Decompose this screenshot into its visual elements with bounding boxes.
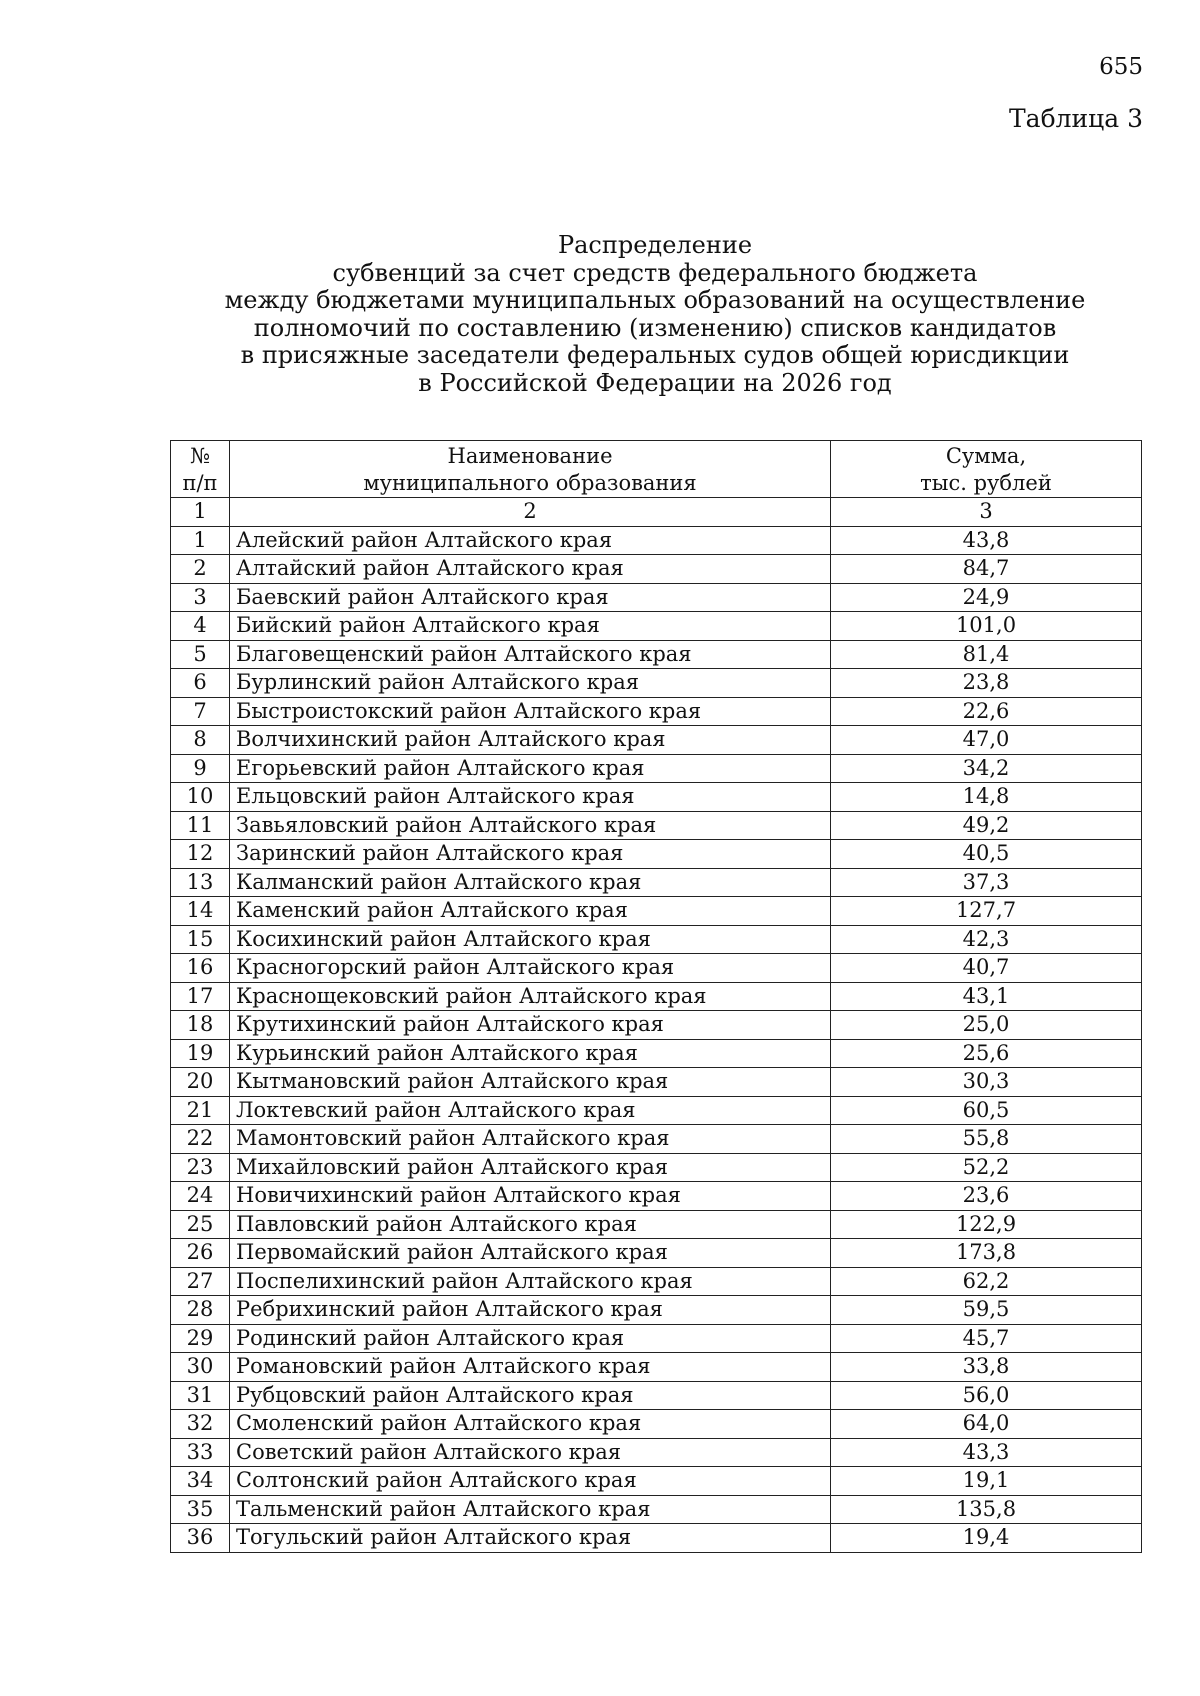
row-name-cell: Романовский район Алтайского края <box>230 1353 831 1382</box>
row-sum-cell: 24,9 <box>831 583 1142 612</box>
row-number-cell: 13 <box>171 868 230 897</box>
row-sum-cell: 135,8 <box>831 1495 1142 1524</box>
row-name-cell: Тогульский район Алтайского края <box>230 1524 831 1553</box>
row-number-cell: 33 <box>171 1438 230 1467</box>
row-number-cell: 21 <box>171 1096 230 1125</box>
table-row <box>171 1467 1142 1496</box>
row-number-cell: 15 <box>171 925 230 954</box>
row-name-cell: Алтайский район Алтайского края <box>230 555 831 584</box>
table-header <box>171 441 1142 498</box>
row-name-cell: Краснощековский район Алтайского края <box>230 982 831 1011</box>
header-name <box>230 441 831 471</box>
row-number-cell: 8 <box>171 726 230 755</box>
title-line: между бюджетами муниципальных образований на осуществление <box>224 286 1086 314</box>
title-line: полномочий по составлению (изменению) списков кандидатов <box>253 313 1057 342</box>
page-number: 655 <box>1099 54 1143 80</box>
row-name-cell: Первомайский район Алтайского края <box>230 1239 831 1268</box>
row-number-cell: 20 <box>171 1068 230 1097</box>
row-name-cell: Советский район Алтайского края <box>230 1438 831 1467</box>
row-number-cell: 23 <box>171 1153 230 1182</box>
row-sum-cell: 56,0 <box>831 1381 1142 1410</box>
title-line: Распределение <box>557 231 753 259</box>
table-row <box>171 526 1142 555</box>
row-name-cell: Рубцовский район Алтайского края <box>230 1381 831 1410</box>
row-name-cell: Ельцовский район Алтайского края <box>230 783 831 812</box>
header-num-line1: № <box>190 444 210 468</box>
row-number-cell: 5 <box>171 640 230 669</box>
table-row <box>171 726 1142 755</box>
row-number-cell: 30 <box>171 1353 230 1382</box>
row-sum-cell: 43,1 <box>831 982 1142 1011</box>
row-name-cell: Курьинский район Алтайского края <box>230 1039 831 1068</box>
row-number-cell: 17 <box>171 982 230 1011</box>
row-name-cell: Михайловский район Алтайского края <box>230 1153 831 1182</box>
row-name-cell: Бурлинский район Алтайского края <box>230 669 831 698</box>
row-sum-cell: 33,8 <box>831 1353 1142 1382</box>
row-number-cell: 2 <box>171 555 230 584</box>
table-row <box>171 1324 1142 1353</box>
row-name-cell: Тальменский район Алтайского края <box>230 1495 831 1524</box>
row-number-cell: 19 <box>171 1039 230 1068</box>
table-row <box>171 840 1142 869</box>
row-name-cell: Мамонтовский район Алтайского края <box>230 1125 831 1154</box>
row-sum-cell: 101,0 <box>831 612 1142 641</box>
row-number-cell: 22 <box>171 1125 230 1154</box>
title-line: в присяжные заседатели федеральных судов общей юрисдикции <box>240 341 1070 369</box>
table-row <box>171 1153 1142 1182</box>
row-sum-cell: 40,5 <box>831 840 1142 869</box>
title-line: субвенций за счет средств федерального бюджета <box>332 258 978 287</box>
row-sum-cell: 59,5 <box>831 1296 1142 1325</box>
table-row <box>171 1495 1142 1524</box>
row-name-cell: Красногорский район Алтайского края <box>230 954 831 983</box>
row-number-cell: 6 <box>171 669 230 698</box>
table-row <box>171 697 1142 726</box>
row-number-cell: 27 <box>171 1267 230 1296</box>
row-number-cell: 36 <box>171 1524 230 1553</box>
row-number-cell: 29 <box>171 1324 230 1353</box>
table-body <box>171 498 1142 1553</box>
row-number-cell: 4 <box>171 612 230 641</box>
header-sum-line2: тыс. рублей <box>920 471 1052 495</box>
row-name-cell: Егорьевский район Алтайского края <box>230 754 831 783</box>
row-name-cell: Поспелихинский район Алтайского края <box>230 1267 831 1296</box>
table-row <box>171 1182 1142 1211</box>
row-name-cell: Родинский район Алтайского края <box>230 1324 831 1353</box>
row-sum-cell: 23,6 <box>831 1182 1142 1211</box>
table-row <box>171 783 1142 812</box>
row-sum-cell: 127,7 <box>831 897 1142 926</box>
row-number-cell: 24 <box>171 1182 230 1211</box>
row-name-cell: Алейский район Алтайского края <box>230 526 831 555</box>
table-row <box>171 1296 1142 1325</box>
header-num-line2: п/п <box>182 471 218 495</box>
row-number-cell: 10 <box>171 783 230 812</box>
row-name-cell: Новичихинский район Алтайского края <box>230 1182 831 1211</box>
document-title <box>170 232 1140 397</box>
table-row <box>171 1410 1142 1439</box>
row-sum-cell: 55,8 <box>831 1125 1142 1154</box>
title-line: в Российской Федерации на 2026 год <box>418 368 892 397</box>
table-row <box>171 954 1142 983</box>
row-number-cell: 11 <box>171 811 230 840</box>
row-sum-cell: 43,3 <box>831 1438 1142 1467</box>
row-sum-cell: 37,3 <box>831 868 1142 897</box>
row-number-cell: 28 <box>171 1296 230 1325</box>
row-sum-cell: 25,6 <box>831 1039 1142 1068</box>
table-row <box>171 1438 1142 1467</box>
row-sum-cell: 52,2 <box>831 1153 1142 1182</box>
row-number-cell: 7 <box>171 697 230 726</box>
row-sum-cell: 43,8 <box>831 526 1142 555</box>
table-row <box>171 1096 1142 1125</box>
row-name-cell: Кытмановский район Алтайского края <box>230 1068 831 1097</box>
row-sum-cell: 81,4 <box>831 640 1142 669</box>
row-name-cell: Бийский район Алтайского края <box>230 612 831 641</box>
row-name-cell: Косихинский район Алтайского края <box>230 925 831 954</box>
table-row <box>171 868 1142 897</box>
row-name-cell: Каменский район Алтайского края <box>230 897 831 926</box>
row-name-cell: Заринский район Алтайского края <box>230 840 831 869</box>
row-number-cell: 31 <box>171 1381 230 1410</box>
table-row <box>171 897 1142 926</box>
table-row <box>171 1039 1142 1068</box>
row-name-cell: Павловский район Алтайского края <box>230 1210 831 1239</box>
column-number: 2 <box>230 498 831 527</box>
row-sum-cell: 64,0 <box>831 1410 1142 1439</box>
row-number-cell: 1 <box>171 526 230 555</box>
row-sum-cell: 23,8 <box>831 669 1142 698</box>
row-sum-cell: 45,7 <box>831 1324 1142 1353</box>
table-row <box>171 1239 1142 1268</box>
header-name-line2: муниципального образования <box>363 471 697 495</box>
row-number-cell: 18 <box>171 1011 230 1040</box>
row-number-cell: 35 <box>171 1495 230 1524</box>
table-row <box>171 1068 1142 1097</box>
row-sum-cell: 22,6 <box>831 697 1142 726</box>
table-row <box>171 640 1142 669</box>
row-sum-cell: 49,2 <box>831 811 1142 840</box>
row-name-cell: Солтонский район Алтайского края <box>230 1467 831 1496</box>
row-sum-cell: 122,9 <box>831 1210 1142 1239</box>
header-num <box>171 441 230 471</box>
table-row <box>171 811 1142 840</box>
row-sum-cell: 19,4 <box>831 1524 1142 1553</box>
row-sum-cell: 84,7 <box>831 555 1142 584</box>
table-row <box>171 1524 1142 1553</box>
row-sum-cell: 60,5 <box>831 1096 1142 1125</box>
row-name-cell: Смоленский район Алтайского края <box>230 1410 831 1439</box>
table-row <box>171 1267 1142 1296</box>
row-name-cell: Завьяловский район Алтайского края <box>230 811 831 840</box>
row-number-cell: 12 <box>171 840 230 869</box>
column-number: 3 <box>831 498 1142 527</box>
row-number-cell: 34 <box>171 1467 230 1496</box>
row-name-cell: Быстроистокский район Алтайского края <box>230 697 831 726</box>
row-sum-cell: 25,0 <box>831 1011 1142 1040</box>
row-name-cell: Волчихинский район Алтайского края <box>230 726 831 755</box>
row-name-cell: Благовещенский район Алтайского края <box>230 640 831 669</box>
column-number-row <box>171 498 1142 527</box>
column-number: 1 <box>171 498 230 527</box>
row-number-cell: 32 <box>171 1410 230 1439</box>
row-number-cell: 9 <box>171 754 230 783</box>
row-sum-cell: 42,3 <box>831 925 1142 954</box>
header-name-line1: Наименование <box>447 444 613 468</box>
row-number-cell: 25 <box>171 1210 230 1239</box>
row-sum-cell: 34,2 <box>831 754 1142 783</box>
distribution-table <box>170 440 1142 1553</box>
header-sum-line1: Сумма, <box>945 444 1027 468</box>
table-row <box>171 669 1142 698</box>
row-sum-cell: 173,8 <box>831 1239 1142 1268</box>
header-sum <box>831 441 1142 471</box>
header-name-cont <box>230 470 831 498</box>
table-row <box>171 1353 1142 1382</box>
row-name-cell: Калманский район Алтайского края <box>230 868 831 897</box>
table-row <box>171 1125 1142 1154</box>
row-sum-cell: 19,1 <box>831 1467 1142 1496</box>
row-sum-cell: 47,0 <box>831 726 1142 755</box>
row-number-cell: 26 <box>171 1239 230 1268</box>
table-row <box>171 555 1142 584</box>
table-row <box>171 754 1142 783</box>
header-sum-cont <box>831 470 1142 498</box>
table-row <box>171 1381 1142 1410</box>
row-name-cell: Ребрихинский район Алтайского края <box>230 1296 831 1325</box>
header-num-cont <box>171 470 230 498</box>
row-number-cell: 3 <box>171 583 230 612</box>
table-row <box>171 925 1142 954</box>
row-sum-cell: 30,3 <box>831 1068 1142 1097</box>
row-name-cell: Баевский район Алтайского края <box>230 583 831 612</box>
table-row <box>171 982 1142 1011</box>
row-sum-cell: 62,2 <box>831 1267 1142 1296</box>
table-row <box>171 1011 1142 1040</box>
row-number-cell: 14 <box>171 897 230 926</box>
table-row <box>171 612 1142 641</box>
table-row <box>171 583 1142 612</box>
row-name-cell: Локтевский район Алтайского края <box>230 1096 831 1125</box>
table-row <box>171 1210 1142 1239</box>
row-number-cell: 16 <box>171 954 230 983</box>
row-sum-cell: 14,8 <box>831 783 1142 812</box>
table-label: Таблица 3 <box>1008 104 1143 133</box>
row-sum-cell: 40,7 <box>831 954 1142 983</box>
row-name-cell: Крутихинский район Алтайского края <box>230 1011 831 1040</box>
